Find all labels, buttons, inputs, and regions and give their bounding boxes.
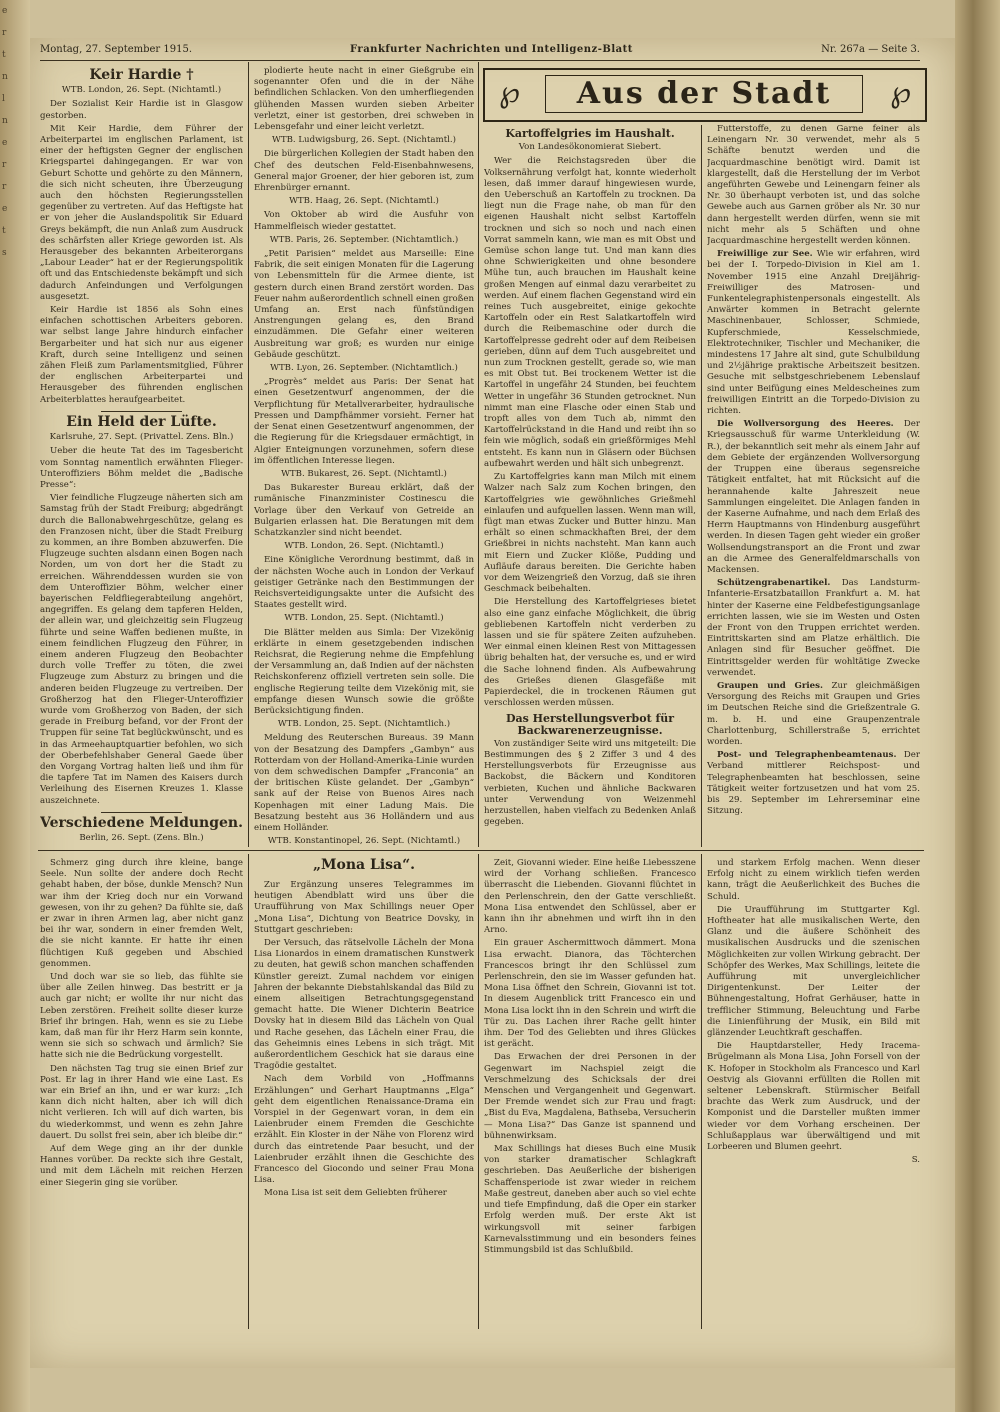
column-rule <box>248 62 249 847</box>
column-4 <box>707 124 920 846</box>
article-paragraph: Eine Königliche Verordnung bestimmt, daß in der nächsten Woche auch in London der Verkauf geistiger Getränke nach den Bestimmungen der Reichsverteidigungsakte unter die Aufsicht des Staates gestellt wird. <box>254 555 474 611</box>
article-paragraph: Ein grauer Aschermittwoch dämmert. Mona Lisa erwacht. Dianora, das Töchterchen Francescos bringt ihr den Schlüssel zum Perlenschrein, den sie im Wasser gefunden hat. Mona Lisa öffnet den Schrein, Giovanni ist tot. In diesem Augenblick tritt Francesco ein und Mona Lisa lockt ihn in den Schrein und wirft die Tür zu. Das Lachen ihrer Rache gellt hinter ihm. Der Tod des Geliebten und ihres Glückes ist gerächt. <box>484 938 696 1050</box>
margin-letter: s <box>2 248 7 258</box>
left-page-edge <box>0 0 30 1412</box>
column-8 <box>707 858 920 1328</box>
article-paragraph: Der Sozialist Keir Hardie ist in Glasgow gestorben. <box>40 99 243 121</box>
inline-headline: Schützengrabenartikel. <box>717 578 831 589</box>
inline-headline: Graupen und Gries. <box>717 680 823 691</box>
article-paragraph: Zur Ergänzung unseres Telegrammes im heutigen Abendblatt wird uns über die Uraufführung von Max Schillings neuer Oper „Mona Lisa“, Dichtung von Beatrice Dovsky, in Stuttgart geschrieben: <box>254 880 474 935</box>
newspaper-name: Frankfurter Nachrichten und Intelligenz-Blatt <box>350 44 633 55</box>
author-signature: S. <box>911 1155 920 1166</box>
column-rule <box>478 854 479 1329</box>
column-2 <box>254 66 474 846</box>
column-rule <box>478 62 479 847</box>
issue-date: Montag, 27. September 1915. <box>40 44 193 55</box>
margin-letter: t <box>2 50 6 60</box>
inline-headline: Post- und Telegraphenbeamtenaus. <box>717 750 897 761</box>
article-paragraph: Die Blätter melden aus Simla: Der Vizekönig erklärte in einem gesetzgebenden indischen Reichsrat, die Regierung nehme die Empfehlung der Versammlung an, daß Indien auf der nächsten Reichskonferenz offiziell vertreten sein solle. Die englische Regierung teilte dem Vizekönig mit, sie empfange diesen Wunsch sowie die größte Berücksichtigung finden. <box>254 627 474 716</box>
dateline: WTB. London, 26. Sept. (Nichtamtl.) <box>284 541 444 552</box>
ornament-left-icon: ℘ <box>499 75 520 110</box>
article-paragraph: Keir Hardie ist 1856 als Sohn eines einfachen schottischen Arbeiters geboren. war selbst lange Jahre hindurch einfacher Bergarbeiter und hat sich nur aus eigener Kraft, durch seine Intelligenz und seinen zähen Fleiß zum Parlamentsmitglied, Führer der englischen Arbeiterpartei und Herausgeber des führenden englischen Arbeiterblattes heraufgearbeitet. <box>40 305 243 405</box>
article-paragraph: Der Versuch, das rätselvolle Lächeln der Mona Lisa Lionardos in einem dramatischen Kunstwerk zu deuten, hat gewiß schon manchen schaffenden Künstler gereizt. Zumal nachdem vor einigen Jahren der bekannte Diebstahlskandal das Bild zu einem allseitigen Betrachtungsgegenstand gemacht hatte. Die Wiener Dichterin Beatrice Dovsky hat in diesem Bild das Lächeln von Qual und Rache gesehen, das Lächeln einer Frau, die das Geheimnis eines Lebens in sich trägt. Mit außerordentlichem Geschick hat sie daraus eine Tragödie gestaltet. <box>254 938 474 1072</box>
dateline: WTB. Paris, 26. September. (Nichtamtlich.) <box>269 234 459 245</box>
column-rule <box>248 854 249 1329</box>
column-7 <box>484 858 696 1328</box>
article-text: Zur gleichmäßigen Versorgung des Reichs mit Graupen und Gries im Deutschen Reiche sind die Grießzentrale G. m. b. H. und eine Graupenzentrale Charlottenburg, Schillerstraße 5, errichtet worden. <box>707 680 920 747</box>
headline-verschiedene-meldungen: Verschiedene Meldungen. <box>40 814 243 831</box>
margin-letter: n <box>2 116 8 126</box>
article-paragraph: Mona Lisa ist seit dem Geliebten früherer <box>264 1188 447 1199</box>
article-paragraph: Mit Keir Hardie, dem Führer der Arbeiterpartei im englischen Parlament, ist einer der heftigsten Gegner der englischen Kriegspartei dahingegangen. Er war von Geburt Schotte und gehörte zu den Männern, die sich nicht scheuten, ihre Überzeugung auch den höchsten Regierungsstellen gegenüber zu vertreten. Auf das Heftigste hat er von jeher die Auslandspolitik Sir Eduard Greys bekämpft, die nun Anlaß zum Ausdruck des schärfsten aller Kriege geworden ist. Als Herausgeber des bekannten Arbeiterorgans „Labour Leader“ hat er der Regierungspolitik oft und das Entschiedenste bekämpft und sich dadurch Anfeindungen und Verfolgungen ausgesetzt. <box>40 123 243 302</box>
article-paragraph: Die Hauptdarsteller, Hedy Iracema-Brügelmann als Mona Lisa, John Forsell von der K. Hofoper in Stockholm als Francesco und Karl Oestvig als Giovanni erfüllten die Rollen mit seltener Lebenskraft. Stürmischer Beifall brachte das Werk zum Ausdruck, und der Komponist und die Darsteller mußten immer wieder vor dem Vorhang erscheinen. Der Schlußapplaus war überwältigend und mit Lorbeeren und Blumen geehrt. <box>707 1041 920 1153</box>
article-paragraph: Die bürgerlichen Kollegien der Stadt haben den Chef des deutschen Feld-Eisenbahnwesens, General major Groener, der hier geboren ist, zum Ehrenbürger ernannt. <box>254 149 474 194</box>
margin-letter: l <box>2 94 5 104</box>
dateline: Karlsruhe, 27. Sept. (Privattel. Zens. Bln.) <box>49 432 234 443</box>
dateline: Berlin, 26. Sept. (Zens. Bln.) <box>79 833 204 843</box>
masthead <box>40 44 920 61</box>
column-5-feuilleton <box>40 858 243 1328</box>
page-number: Nr. 267a — Seite 3. <box>821 44 920 55</box>
dateline: WTB. Bukarest, 26. Sept. (Nichtamtl.) <box>281 468 447 479</box>
article-paragraph: Zu Kartoffelgries kann man Milch mit einem Walzer nach Salz zum Kochen bringen, den Kartoffelgries wie gewöhnliches Grießmehl einlaufen und aufquellen lassen. Wenn man will, fügt man etwas Zucker und Butter hinzu. Man erhält so einen schmackhaften Brei, der dem Grießbrei in nichts nachsteht. Man kann auch mit Eiern und Zucker Klöße, Pudding und Aufläufe daraus bereiten. Die Gerichte haben vor dem Weizengrieß den Vorzug, daß sie ihren Geschmack beibehalten. <box>484 472 696 595</box>
divider <box>101 411 182 412</box>
article-paragraph: Meldung des Reuterschen Bureaus. 39 Mann von der Besatzung des Dampfers „Gambyn“ aus Rotterdam von der Holland-Amerika-Linie wurden von dem schwedischen Dampfer „Franconia“ an der britischen Küste gelandet. Der „Gambyn“ sank auf der Reise von Buenos Aires nach Kopenhagen mit einer Ladung Mais. Die Besatzung besteht aus 36 Holländern und aus einem Holländer. <box>254 733 474 833</box>
headline-held-der-luefte: Ein Held der Lüfte. <box>66 413 217 430</box>
margin-letter: t <box>2 226 6 236</box>
article-paragraph: Ueber die heute Tat des im Tagesbericht vom Sonntag namentlich erwähnten Flieger-Unteroffiziers Böhm meldet die „Badische Presse“: <box>40 446 243 490</box>
article-text: Das Landsturm-Infanterie-Ersatzbataillon Frankfurt a. M. hat hinter der Kaserne eine Feldbefestigungsanlage errichten lassen, wie sie im Westen und Osten der Front von den Truppen errichtet werden. Eintrittskarten sind am Platze erhältlich. Die Anlagen sind für Besucher geöffnet. Die Eintrittsgelder werden für wohltätige Zwecke verwendet. <box>707 578 920 678</box>
article-paragraph: „Progrès“ meldet aus Paris: Der Senat hat einen Gesetzentwurf angenommen, der die Verpflichtung für Metallverarbeiter, hydraulische Pressen und Dampfhämmer vorsieht. Ferner hat der Senat einen Gesetzentwurf angenommen, der die Regierung für die Kriegsdauer ermächtigt, in Algier Enteignungen vorzunehmen, sofern diese im öffentlichen Interesse liegen. <box>254 377 474 466</box>
margin-letter: r <box>2 182 7 192</box>
story-paragraph: Schmerz ging durch ihre kleine, bange Seele. Nun sollte der andere doch Recht gehabt haben, der böse, dunkle Mensch? Nun war ihm der Krieg doch nur ein Vorwand gewesen, von ihr zu gehen? Da fühlte sie, daß er zwar in ihren Armen lag, aber nicht ganz bei ihr war, sondern in einer fremden Welt, die sie nicht kannte. Er hatte ihr einen flüchtigen Kuß gegeben und Abschied genommen. <box>40 858 243 969</box>
margin-letter: e <box>2 6 8 16</box>
article-paragraph: und starkem Erfolg machen. Wenn dieser Erfolg nicht zu einem wirklich tiefen werden kann, trägt die Aeußerlichkeit des Buches die Schuld. <box>707 858 920 902</box>
story-paragraph: Den nächsten Tag trug sie einen Brief zur Post. Er lag in ihrer Hand wie eine Last. Es war ein Brief an ihn, und er war kurz: „Ich kann dich nicht halten, aber ich will dich nicht verlieren. Ich will auf dich warten, bis du wiederkommst, und wenn es zehn Jahre dauert. Du sollst frei sein, aber ich bleibe dir.“ <box>40 1063 243 1141</box>
byline: Von Landesökonomierat Siebert. <box>518 142 662 153</box>
dateline: WTB. Haag, 26. Sept. (Nichtamtl.) <box>289 196 439 207</box>
section-title: Aus der Stadt <box>545 75 863 113</box>
margin-letter: n <box>2 72 8 82</box>
dateline: WTB. London, 26. Sept. (Nichtamtl.) <box>61 85 222 96</box>
story-paragraph: Und doch war sie so lieb, das fühlte sie über alle Zeilen hinweg. Das bestritt er ja auch gar nicht; er wollte ihr nur nicht das Leben zerstören. Freiheit sollte dieser kurze Brief ihr bringen. Hah, wenn es sie zu Liebe kam, daß man für ihr Herz Harm sein konnte, wenn sie sich so schwach und ärmlich? Sie hatte sich nie die Bedrückung vorgestellt. <box>40 972 243 1061</box>
article-paragraph: Futterstoffe, zu denen Garne feiner als Leinengarn Nr. 30 verwendet, mehr als 5 Schäfte benutzt werden und die Jacquardmaschine benötigt wird. Damit ist klargestellt, daß die Herstellung der im Verbot angeführten Gewebe und Leinengarn feiner als Nr. 30 überhaupt verboten ist, und das solche Gewebe auch aus Garnen gröber als Nr. 30 nur dann hergestellt werden dürfen, wenn sie mit nicht mehr als 5 Schäften und ohne Jacquardmaschine hergestellt werden können. <box>707 124 920 247</box>
column-rule <box>701 854 702 1329</box>
margin-letter: e <box>2 138 8 148</box>
article-paragraph: Von Oktober ab wird die Ausfuhr von Hammelfleisch wieder gestattet. <box>254 210 474 232</box>
article-paragraph: Die Herstellung des Kartoffelgrieses bietet also eine ganz einfache Möglichkeit, die übrig gebliebenen Kartoffeln nicht verderben zu lassen und sie für spätere Zeiten aufzuheben. Wer einmal einen kleinen Rest von Mittagessen übrig behalten hat, der versuche es, und er wird die Sache lohnend finden. Als Aufbewahrung des Grießes dienen Glasgefäße mit Papierdeckel, die in trockenen Räumen gut verschlossen werden müssen. <box>484 597 696 709</box>
margin-letter: r <box>2 160 7 170</box>
headline-mona-lisa: „Mona Lisa“. <box>312 857 416 873</box>
article-paragraph: Das Erwachen der drei Personen in der Gegenwart im Nachspiel zeigt die Verschmelzung des Schicksals der drei Menschen und Vergangenheit und Gegenwart. Der Fremde wendet sich zur Frau und fragt: „Bist du Eva, Magdalena, Bathseba, Versucherin — Mona Lisa?“ Das Ganze ist spannend und bühnenwirksam. <box>484 1052 696 1141</box>
column-1 <box>40 66 243 846</box>
inline-headline: Die Wollversorgung des Heeres. <box>717 419 894 430</box>
headline-keir-hardie: Keir Hardie † <box>89 67 194 83</box>
headline-kartoffelgries: Kartoffelgries im Haushalt. <box>505 127 675 140</box>
dateline: WTB. Konstantinopel, 26. Sept. (Nichtamtl.) <box>267 836 461 846</box>
divider <box>101 812 182 813</box>
dateline: WTB. London, 25. Sept. (Nichtamtl.) <box>284 613 444 624</box>
column-3 <box>484 124 696 846</box>
article-paragraph: Vier feindliche Flugzeuge näherten sich am Samstag früh der Stadt Freiburg; abgedrängt durch die Ballonabwehrgeschütze, gelang es den Franzosen nicht, über die Stadt Freiburg zu kommen, an ihre Bomben abzuwerfen. Die Flugzeuge suchten alsdann einen Bogen nach Norden, um von dort her die Stadt zu erreichen. Währenddessen wurden sie von dem Unteroffizier Böhm, welcher einer bayerischen Feldfliegerabteilung angehört, angegriffen. Es gelang dem tapferen Helden, der allein war, und gleichzeitig sein Flugzeug führte und seine Waffen bedienen mußte, in einem feindlichen Flugzeug den Führer, in einem anderen Flugzeug den Beobachter durch volle Treffer zu töten, die zwei Flugzeuge zum Absturz zu bringen und die anderen beiden Flugzeuge zu vertreiben. Der Großherzog hat den Flieger-Unteroffizier wurde vom Großherzog von Baden, der sich gerade in Freiburg befand, vor der Front der Truppen für seine Tat beglückwünscht, und es in das Armeehauptquartier befohlen, wo sich der Oberbefehlshaber General Gaede über den Vorgang Vortrag halten ließ und ihm für die tapfere Tat im Namen des Kaisers durch Verleihung des Eisernen Kreuzes 1. Klasse auszeichnete. <box>40 493 243 806</box>
section-header-box <box>483 68 927 122</box>
dateline: WTB. Ludwigsburg, 26. Sept. (Nichtamtl.) <box>272 135 456 146</box>
article-paragraph: plodierte heute nacht in einer Gießgrube ein sogenannter Ofen und die in der Nähe befindlichen Schlacken. Von den umherfliegenden glühenden Massen wurden sieben Arbeiter verletzt, einer ist gestorben, drei schweben in Lebensgefahr und einer leicht verletzt. <box>254 66 474 133</box>
article-text: Der Verband mittlerer Reichspost- und Telegraphenbeamten hat beschlossen, seine Tätigkeit weiter fortzusetzen und hat vom 25. bis 29. September im Lehrerseminar eine Sitzung. <box>707 750 920 817</box>
margin-letter: e <box>2 204 8 214</box>
article-paragraph: Max Schillings hat dieses Buch eine Musik von starker dramatischer Schlagkraft geschrieben. Das Aeußerliche der bisherigen Schaffensperiode ist zwar wieder in reichem Maße gestreut, daneben aber auch so viel echte und tiefe Empfindung, daß die Oper ein starker Erfolg werden muß. Der erste Akt ist wirkungsvoll mit seiner farbigen Karnevalsstimmung und ein besonders feines Stimmungsbild ist das Schlußbild. <box>484 1144 696 1255</box>
article-paragraph: Das Bukarester Bureau erklärt, daß der rumänische Finanzminister Costinescu die Vorlage über den Verkauf von Getreide an Bulgarien erlassen hat. Die Beratungen mit dem Schatzkanzler sind nicht beendet. <box>254 483 474 538</box>
column-rule <box>701 125 702 847</box>
book-spine <box>955 0 1000 1412</box>
article-text: Der Kriegsausschuß für warme Unterkleidung (W. R.), der bekanntlich seit mehr als einem Jahr auf dem Gebiete der ergänzenden Wollversorgung der Truppen eine überaus segensreiche Tätigkeit entfaltet, hat mit Rücksicht auf die herannahende kalte Jahreszeit neue Sammlungen eingeleitet. Die Anlagen fanden in der Kaserne Aufnahme, und nach dem Erlaß des Herrn Hauptmanns von Hindenburg ausgeführt werden. In diesen Tagen geht wieder ein großer Wollsendungstransport an die Front und zwar an die Armee des Generalfeldmarschalls von Mackensen. <box>707 419 920 575</box>
dateline: WTB. London, 25. Sept. (Nichtamtlich.) <box>277 719 451 730</box>
margin-letter: r <box>2 28 7 38</box>
article-paragraph: Nach dem Vorbild von „Hoffmanns Erzählungen“ und Gerhart Hauptmanns „Elga“ geht dem eigentlichen Renaissance-Drama ein Vorspiel in der Gegenwart voran, in dem ein Laienbruder einem Fremden die Geschichte erzählt. Ein Kloster in der Nähe von Florenz wird durch das eintretende Paar besucht, und der Laienbruder erzählt ihnen die Geschichte des Francesco del Giocondo und seiner Frau Mona Lisa. <box>254 1074 474 1186</box>
article-text: Wie wir erfahren, wird bei der I. Torpedo-Division in Kiel am 1. November 1915 eine Anzahl Dreijährig-Freiwilliger des Matrosen- und Funkentelegraphistenpersonals eingestellt. Als Anwärter kommen in Betracht gelernte Maschinenbauer, Schlosser, Schmiede, Kupferschmiede, Kesselschmiede, Elektrotechniker, Tischler und Mechaniker, die mindestens 17 Jahre alt sind, gute Schulbildung und 2½jährige praktische Arbeitszeit besitzen. Gesuche mit selbstgeschriebenem Lebenslauf sind unter Beifügung eines Meldescheines zum freiwilligen Eintritt an die Torpedo-Division zu richten. <box>707 249 920 417</box>
article-paragraph: Zeit, Giovanni wieder. Eine heiße Liebesszene wird der Vorhang schließen. Francesco überrascht die Liebenden. Giovanni flüchtet in den Perlenschrein, den der Gatte verschließt. Mona Lisa entwendet den Schlüssel, aber er kann ihn ihr abnehmen und wirft ihn in den Arno. <box>484 858 696 936</box>
inline-headline: Freiwillige zur See. <box>717 249 813 260</box>
article-paragraph: Wer die Reichstagsreden über die Volksernährung verfolgt hat, konnte wiederholt lesen, daß immer darauf hingewiesen wurde, den Ueberschuß an Kartoffeln zu trocknen. Da liegt nun die Frage nahe, ob man für den eigenen Haushalt nicht selbst Kartoffeln trocknen und sich so noch und nach einen Vorrat sammeln kann, wie man es mit Obst und Gemüse schon lange tut. Und man kann dies ohne Schwierigkeiten und ohne besondere Mühe tun, auch brauchen im Haushalt keine großen Mengen auf einmal dazu verarbeitet zu werden. Auf einem flachen Gegenstand wird ein reines Tuch ausgebreitet, einige gekochte Kartoffeln oder ein Rest Salatkartoffeln wird durch die Reibemaschine oder durch die Kartoffelpresse gedreht oder auf dem Reibeisen gerieben, dünn auf dem Tuch ausgebreitet und nun zum Trocknen gestellt, gerade so, wie man es mit Obst tut. Bei trockenem Wetter ist die Kartoffel in ungefähr 24 Stunden, bei feuchtem Wetter in ungefähr 36 Stunden getrocknet. Nun nimmt man eine Flasche oder einen Stab und tropft alles von dem Tuch ab, nimmt den Kartoffelrückstand in die Hand und reibt ihn so fein wie möglich, sodaß ein grießförmiges Mehl entsteht. Es kann nun in Gläsern oder Büchsen aufbewahrt werden und hält sich unbegrenzt. <box>484 156 696 469</box>
article-paragraph: Von zuständiger Seite wird uns mitgeteilt: Die Bestimmungen des § 2 Ziffer 3 und 4 des Herstellungsverbots für Erzeugnisse aus Backobst, die Bäckern und Konditoren verbieten, Kuchen und ähnliche Backwaren unter Verwendung von Weizenmehl herzustellen, haben vielfach zu Bedenken Anlaß gegeben. <box>484 738 696 828</box>
article-paragraph: Die Uraufführung im Stuttgarter Kgl. Hoftheater hat alle musikalischen Werte, den Glanz und die äußere Schönheit des musikalischen Ausdrucks und die szenischen Möglichkeiten zur vollen Wirkung gebracht. Der Schöpfer des Werkes, Max Schillings, leitete die Aufführung mit unvergleichlicher Dirigentenkunst. Der Leiter der Bühnengestaltung, Hofrat Gerhäuser, hatte in trefflicher Stimmung, Beleuchtung und Farbe die Linienführung der Musik, ein Bild mit glänzender Leuchtkraft geschaffen. <box>707 904 920 1039</box>
story-paragraph: Auf dem Wege ging an ihr der dunkle Hannes vorüber. Da reckte sich ihre Gestalt, und mit dem Lächeln mit reichen Herzen einer Siegerin ging sie vorüber. <box>40 1144 243 1188</box>
ornament-right-icon: ℘ <box>890 75 911 110</box>
section-rule <box>38 850 924 851</box>
article-paragraph: „Petit Parisien“ meldet aus Marseille: Eine Fabrik, die seit einigen Monaten für die Lagerung von Lebensmitteln für die Armee diente, ist gestern durch einen Brand zerstört worden. Das Feuer nahm außerordentlich schnell einen großen Umfang an. Erst nach fünfstündigen Anstrengungen gelang es, den Brand einzudämmen. Die Gefahr einer weiteren Ausbreitung war groß; es wurden nur einige Gebäude geschützt. <box>254 249 474 360</box>
dateline: WTB. Lyon, 26. September. (Nichtamtlich.) <box>270 363 458 374</box>
column-6 <box>254 880 474 1328</box>
headline-herstellungsverbot: Das Herstellungsverbot für Backwarenerzeugnisse. <box>505 712 675 737</box>
